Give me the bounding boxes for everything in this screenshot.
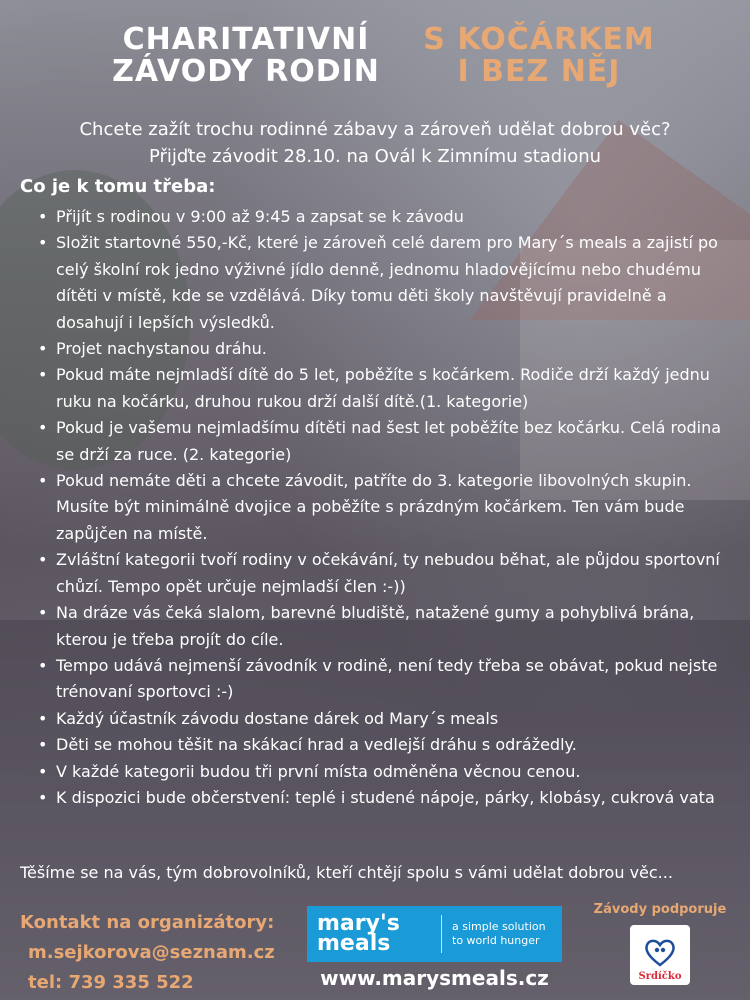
contact-block [20,908,310,998]
title-right-line1: S KOČÁRKEM [423,22,655,57]
heart-icon [644,937,676,967]
contact-phone[interactable]: tel: 739 335 522 [28,972,194,993]
list-item: • Složit startovné 550,-Kč, které je zároveň celé darem pro Mary´s meals a zajistí po celý školní rok jedno výživné jídlo denně, jednomu hladovějícímu nebo chudému dítěti v místě, kde se vzdělává. Díky tomu děti školy navštěvují pravidelně a dosahují i lepších výsledků. [34,230,734,336]
requirements-list [34,204,734,811]
title-right [404,24,674,88]
list-item: • Zvláštní kategorii tvoří rodiny v očekávání, ty nebudou běhat, ale půjdou sportovní chůzí. Tempo opět určuje nejmladší člen :-)) [34,547,734,600]
supporter-label: Závody podporuje [593,902,727,917]
list-item: • Na dráze vás čeká slalom, barevné bludiště, natažené gumy a pohyblivá brána, kterou je třeba projít do cíle. [34,600,734,653]
list-item: • K dispozici bude občerstvení: teplé i studené nápoje, párky, klobásy, cukrová vata [34,785,734,811]
marys-meals-logo [307,906,562,962]
list-item: • Pokud nemáte děti a chcete závodit, patříte do 3. kategorie libovolných skupin. Musíte být minimálně dvojice a poběžíte s prázdným kočárkem. Ten vám bude zapůjčen na místě. [34,468,734,547]
marys-meals-tagline-line1: a simple solution [452,920,546,933]
list-item: • Pokud máte nejmladší dítě do 5 let, poběžíte s kočárkem. Rodiče drží každý jednu ruku na kočárku, druhou rukou drží další dítě.(1. kategorie) [34,362,734,415]
title-right-line2: I BEZ NĚJ [457,54,621,89]
marys-meals-url[interactable]: www.marysmeals.cz [320,966,549,990]
marys-meals-tagline [452,920,546,948]
list-item: • Projet nachystanou dráhu. [34,336,734,362]
title-left-line2: ZÁVODY RODIN [112,54,380,89]
list-item: • Tempo udává nejmenší závodník v rodině, není tedy třeba se obávat, pokud nejste trénovaní sportovci :-) [34,653,734,706]
contact-heading: Kontakt na organizátory: [20,912,275,933]
intro [0,116,750,170]
marys-meals-wordmark-line2: meals [317,931,391,956]
intro-line2: Přijďte závodit 28.10. na Ovál k Zimnímu stadionu [148,146,602,167]
list-item: • Pokud je vašemu nejmladšímu dítěti nad šest let poběžíte bez kočárku. Celá rodina se drží za ruce. (2. kategorie) [34,415,734,468]
list-item: • Děti se mohou těšit na skákací hrad a vedlejší dráhu s odrážedly. [34,732,734,758]
marys-meals-wordmark-line1: mary's [317,911,400,936]
list-item: • V každé kategorii budou tři první místa odměněna věcnou cenou. [34,759,734,785]
intro-line1: Chcete zažít trochu rodinné zábavy a zároveň udělat dobrou věc? [79,119,671,140]
closing-text: Těšíme se na vás, tým dobrovolníků, kteří chtějí spolu s vámi udělat dobrou věc... [20,863,673,882]
marys-meals-divider [441,915,442,953]
srdicko-logo [630,925,690,985]
title-left-line1: CHARITATIVNÍ [122,22,370,57]
requirements-heading: Co je k tomu třeba: [20,176,216,197]
marys-meals-tagline-line2: to world hunger [452,934,540,947]
list-item: • Přijít s rodinou v 9:00 až 9:45 a zapsat se k závodu [34,204,734,230]
title-left [96,24,396,88]
srdicko-logo-name: Srdíčko [638,971,682,982]
contact-email[interactable]: m.sejkorova@seznam.cz [28,942,275,963]
marys-meals-wordmark [307,911,437,956]
list-item: • Každý účastník závodu dostane dárek od Mary´s meals [34,706,734,732]
supporter-block [585,902,735,985]
